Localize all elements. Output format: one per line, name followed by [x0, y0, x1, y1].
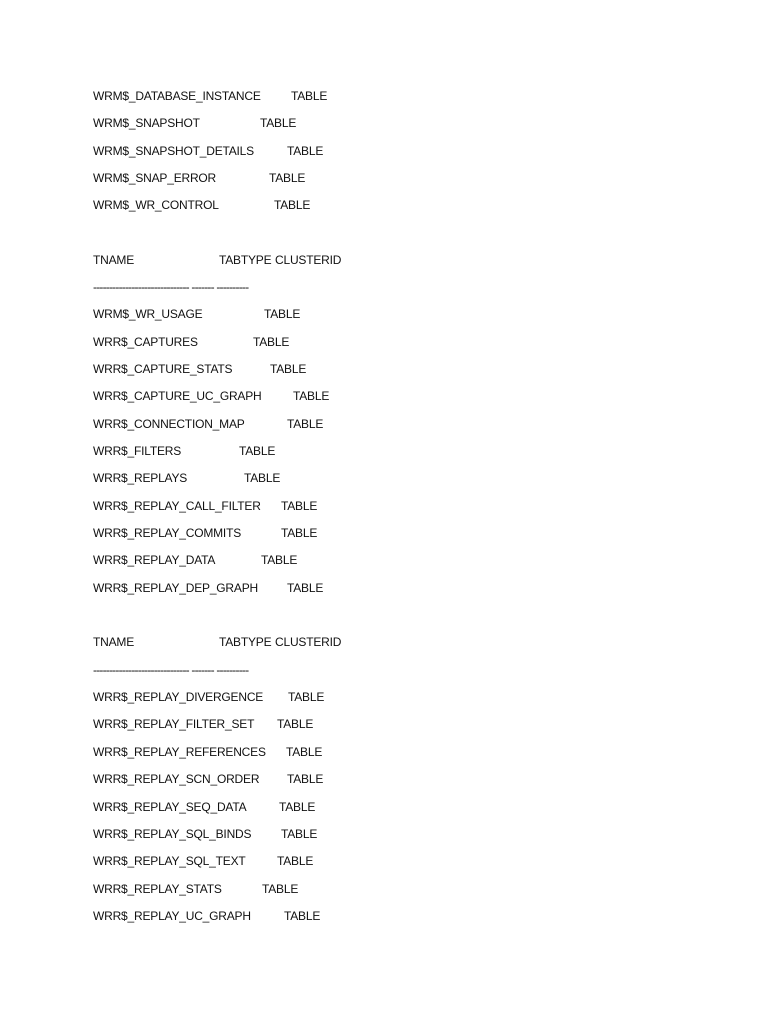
- table-name: WRM$_SNAP_ERROR: [93, 171, 217, 185]
- table-type: TABLE: [287, 581, 324, 595]
- table-name: WRM$_WR_CONTROL: [93, 198, 219, 212]
- separator-text: ------------------------------ ------- ----------: [93, 663, 249, 677]
- table-row: [93, 524, 318, 542]
- table-type: TABLE: [286, 745, 323, 759]
- table-type: TABLE: [239, 444, 276, 458]
- table-name: WRR$_CAPTURES: [93, 335, 198, 349]
- table-row: [93, 798, 316, 816]
- table-type: TABLE: [284, 909, 321, 923]
- table-type: TABLE: [274, 198, 311, 212]
- table-type: TABLE: [269, 171, 306, 185]
- table-name: WRR$_CONNECTION_MAP: [93, 417, 245, 431]
- table-row: [93, 196, 311, 214]
- header-clusterid: CLUSTERID: [275, 253, 342, 267]
- table-name: WRM$_SNAPSHOT: [93, 116, 200, 130]
- table-type: TABLE: [287, 772, 324, 786]
- table-row: [93, 551, 298, 569]
- table-type: TABLE: [262, 882, 299, 896]
- table-name: WRR$_CAPTURE_UC_GRAPH: [93, 389, 262, 403]
- table-row: [93, 442, 276, 460]
- table-type: TABLE: [277, 717, 314, 731]
- table-name: WRR$_REPLAY_REFERENCES: [93, 745, 266, 759]
- table-row: [93, 852, 314, 870]
- table-row: [93, 907, 321, 925]
- separator-text: ------------------------------ ------- ----------: [93, 280, 249, 294]
- table-type: TABLE: [287, 417, 324, 431]
- table-row: [93, 415, 324, 433]
- table-name: WRM$_SNAPSHOT_DETAILS: [93, 144, 254, 158]
- table-row: [93, 579, 324, 597]
- table-row: [93, 880, 299, 898]
- table-name: WRR$_REPLAY_STATS: [93, 882, 222, 896]
- header-tabtype: TABTYPE: [219, 635, 272, 649]
- table-row: [93, 360, 307, 378]
- table-row: [93, 688, 325, 706]
- table-row: [93, 497, 318, 515]
- table-name: WRM$_DATABASE_INSTANCE: [93, 89, 261, 103]
- table-row: [93, 142, 324, 160]
- column-header: [93, 251, 342, 269]
- table-type: TABLE: [260, 116, 297, 130]
- table-row: [93, 825, 318, 843]
- table-type: TABLE: [287, 144, 324, 158]
- table-name: WRM$_WR_USAGE: [93, 307, 203, 321]
- table-type: TABLE: [264, 307, 301, 321]
- table-name: WRR$_REPLAY_SCN_ORDER: [93, 772, 260, 786]
- table-name: WRR$_CAPTURE_STATS: [93, 362, 233, 376]
- table-row: [93, 715, 314, 733]
- table-row: [93, 114, 297, 132]
- separator-line: [93, 278, 249, 296]
- table-type: TABLE: [261, 553, 298, 567]
- table-name: WRR$_REPLAY_FILTER_SET: [93, 717, 255, 731]
- table-row: [93, 387, 330, 405]
- table-type: TABLE: [281, 499, 318, 513]
- table-name: WRR$_REPLAY_UC_GRAPH: [93, 909, 251, 923]
- table-row: [93, 743, 323, 761]
- column-header: [93, 633, 342, 651]
- table-type: TABLE: [244, 471, 281, 485]
- table-name: WRR$_REPLAY_DATA: [93, 553, 216, 567]
- table-type: TABLE: [253, 335, 290, 349]
- table-row: [93, 169, 306, 187]
- table-name: WRR$_REPLAYS: [93, 471, 188, 485]
- table-name: WRR$_REPLAY_DEP_GRAPH: [93, 581, 258, 595]
- header-tabtype: TABTYPE: [219, 253, 272, 267]
- table-row: [93, 333, 290, 351]
- table-row: [93, 87, 328, 105]
- table-type: TABLE: [279, 800, 316, 814]
- table-row: [93, 770, 324, 788]
- header-tname: TNAME: [93, 635, 135, 649]
- table-row: [93, 469, 281, 487]
- header-tname: TNAME: [93, 253, 135, 267]
- table-name: WRR$_FILTERS: [93, 444, 182, 458]
- table-name: WRR$_REPLAY_CALL_FILTER: [93, 499, 261, 513]
- table-type: TABLE: [291, 89, 328, 103]
- table-name: WRR$_REPLAY_SQL_BINDS: [93, 827, 252, 841]
- table-type: TABLE: [281, 526, 318, 540]
- table-name: WRR$_REPLAY_DIVERGENCE: [93, 690, 264, 704]
- table-name: WRR$_REPLAY_COMMITS: [93, 526, 242, 540]
- table-type: TABLE: [281, 827, 318, 841]
- table-row: [93, 305, 301, 323]
- table-type: TABLE: [288, 690, 325, 704]
- table-type: TABLE: [277, 854, 314, 868]
- separator-line: [93, 661, 249, 679]
- header-clusterid: CLUSTERID: [275, 635, 342, 649]
- table-name: WRR$_REPLAY_SEQ_DATA: [93, 800, 247, 814]
- table-type: TABLE: [293, 389, 330, 403]
- table-name: WRR$_REPLAY_SQL_TEXT: [93, 854, 246, 868]
- table-type: TABLE: [270, 362, 307, 376]
